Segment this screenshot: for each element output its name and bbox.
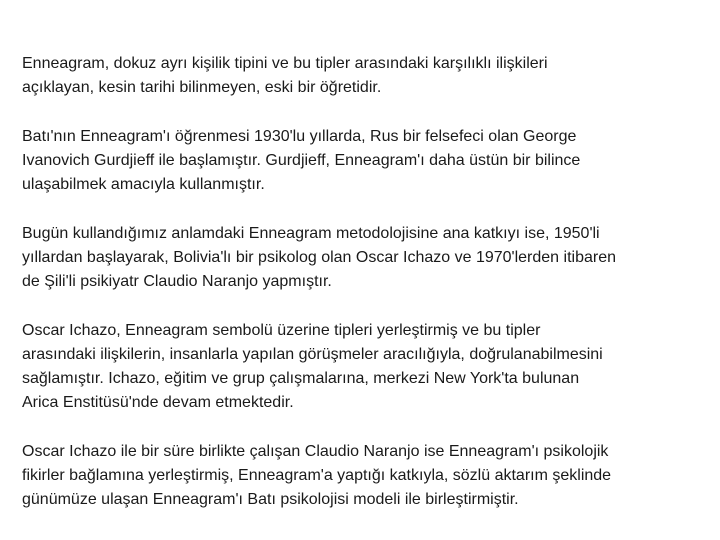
paragraph-line: Arica Enstitüsü'nde devam etmektedir.	[22, 394, 294, 411]
paragraph-5	[22, 440, 702, 512]
paragraph-line: Oscar Ichazo, Enneagram sembolü üzerine tipleri yerleştirmiş ve bu tipler	[22, 322, 541, 339]
paragraph-line: Batı'nın Enneagram'ı öğrenmesi 1930'lu yıllarda, Rus bir felsefeci olan George	[22, 128, 577, 145]
paragraph-line: sağlamıştır. Ichazo, eğitim ve grup çalışmalarına, merkezi New York'ta bulunan	[22, 370, 580, 387]
paragraph-line: günümüze ulaşan Enneagram'ı Batı psikolojisi modeli ile birleştirmiştir.	[22, 491, 519, 508]
paragraph-line: yıllardan başlayarak, Bolivia'lı bir psikolog olan Oscar Ichazo ve 1970'lerden itibaren	[22, 249, 616, 266]
paragraph-line: Bugün kullandığımız anlamdaki Enneagram metodolojisine ana katkıyı ise, 1950'li	[22, 225, 600, 242]
paragraph-1	[22, 52, 702, 100]
paragraph-line: ulaşabilmek amacıyla kullanmıştır.	[22, 176, 265, 193]
paragraph-line: Enneagram, dokuz ayrı kişilik tipini ve bu tipler arasındaki karşılıklı ilişkileri	[22, 55, 548, 72]
paragraph-line: açıklayan, kesin tarihi bilinmeyen, eski bir öğretidir.	[22, 79, 382, 96]
paragraph-4	[22, 319, 702, 415]
paragraph-line: Oscar Ichazo ile bir süre birlikte çalışan Claudio Naranjo ise Enneagram'ı psikolojik	[22, 443, 609, 460]
paragraph-line: de Şili'li psikiyatr Claudio Naranjo yapmıştır.	[22, 273, 332, 290]
paragraph-line: Ivanovich Gurdjieff ile başlamıştır. Gurdjieff, Enneagram'ı daha üstün bir bilince	[22, 152, 581, 169]
paragraph-line: fikirler bağlamına yerleştirmiş, Enneagram'a yaptığı katkıyla, sözlü aktarım şeklinde	[22, 467, 612, 484]
paragraph-line: arasındaki ilişkilerin, insanlarla yapılan görüşmeler aracılığıyla, doğrulanabilmesini	[22, 346, 603, 363]
paragraph-3	[22, 222, 702, 294]
paragraph-2	[22, 125, 702, 197]
document-body	[22, 52, 702, 537]
